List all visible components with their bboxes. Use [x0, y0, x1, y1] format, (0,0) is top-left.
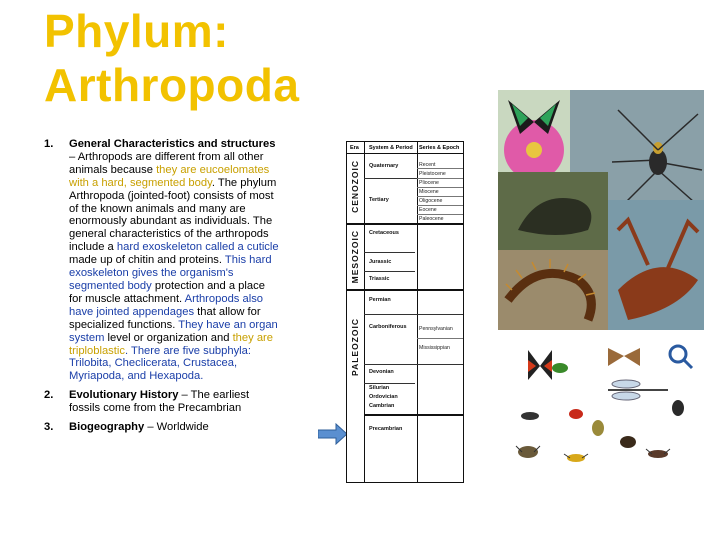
period-label: Jurassic: [369, 259, 392, 265]
period-label: Triassic: [369, 276, 390, 282]
item-text: level or organization and: [104, 331, 233, 344]
epoch-label: Pleistocene: [419, 171, 446, 177]
period-label: Cretaceous: [369, 230, 399, 236]
era-label: MESOZOIC: [350, 230, 360, 284]
table-header: System & Period: [369, 145, 413, 151]
item-text: . The phylum Arthropoda (jointed-foot) consists of most of the known animals and many are enormously abundant as individuals. The general characteristics of the arthropods include a: [69, 176, 277, 254]
item-number: 2.: [44, 389, 54, 402]
epoch-label: Eocene: [419, 207, 437, 213]
epoch-label: Pennsylvanian: [419, 326, 453, 332]
slide-title: [44, 4, 299, 112]
period-label: Silurian: [369, 385, 390, 391]
era-label: PALEOZOIC: [350, 318, 360, 376]
item-text: that allow for specialized functions.: [69, 305, 261, 331]
period-label: Cambrian: [369, 403, 395, 409]
list-item: [44, 389, 280, 415]
period-label: Ordovician: [369, 394, 398, 400]
epoch-label: Pliocene: [419, 180, 439, 186]
period-label: Permian: [369, 297, 391, 303]
item-text: protection and a place for muscle attachment.: [69, 279, 265, 305]
item-text: . There are five subphyla: Trilobita, Checlicerata, Crustacea, Myriapoda, and Hexapoda.: [69, 344, 252, 383]
item-number: 3.: [44, 421, 54, 434]
highlight-text: This hard exoskeleton gives the organism's segmented body: [69, 254, 272, 292]
epoch-label: Oligocene: [419, 198, 443, 204]
title-line-1: Phylum:: [44, 5, 229, 57]
item-heading: Biogeography: [69, 421, 145, 434]
item-text: – Arthropods are different from all other animals because: [69, 150, 264, 176]
period-label: Quaternary: [369, 163, 399, 169]
epoch-label: Recent: [419, 162, 436, 168]
list-item: [44, 138, 280, 383]
highlight-text: hard exoskeleton called a cuticle: [116, 241, 279, 254]
item-heading: General Characteristics and structures: [69, 138, 276, 150]
era-label: CENOZOIC: [350, 160, 360, 213]
arrow-icon: [318, 423, 348, 445]
period-label: Precambrian: [369, 426, 403, 432]
item-text: – The earliest fossils come from the Precambrian: [69, 389, 250, 415]
arthropod-photo-collage: [498, 90, 704, 330]
item-number: 1.: [44, 138, 54, 150]
highlight-text: they are eucoelomates with a hard, segmented body: [69, 163, 270, 189]
epoch-label: Mississippian: [419, 345, 450, 351]
insect-illustrations: [498, 332, 704, 482]
item-text: – Worldwide: [144, 421, 209, 434]
table-header: Series & Epoch: [419, 145, 460, 151]
highlight-text: Arthropods also have jointed appendages: [69, 292, 264, 318]
list-item: [44, 421, 280, 434]
geologic-time-table: [346, 141, 464, 483]
period-label: Devonian: [369, 369, 394, 375]
characteristics-list: [44, 138, 280, 440]
highlight-text: They have an organ system: [69, 318, 278, 344]
item-text: made up of chitin and proteins.: [69, 254, 225, 267]
epoch-label: Miocene: [419, 189, 439, 195]
highlight-text: they are triploblastic: [69, 331, 273, 357]
period-label: Tertiary: [369, 197, 389, 203]
title-line-2: Arthropoda: [44, 59, 300, 111]
epoch-label: Paleocene: [419, 216, 444, 222]
item-heading: Evolutionary History: [69, 389, 179, 402]
table-header: Era: [350, 145, 359, 151]
period-label: Carboniferous: [369, 324, 407, 330]
